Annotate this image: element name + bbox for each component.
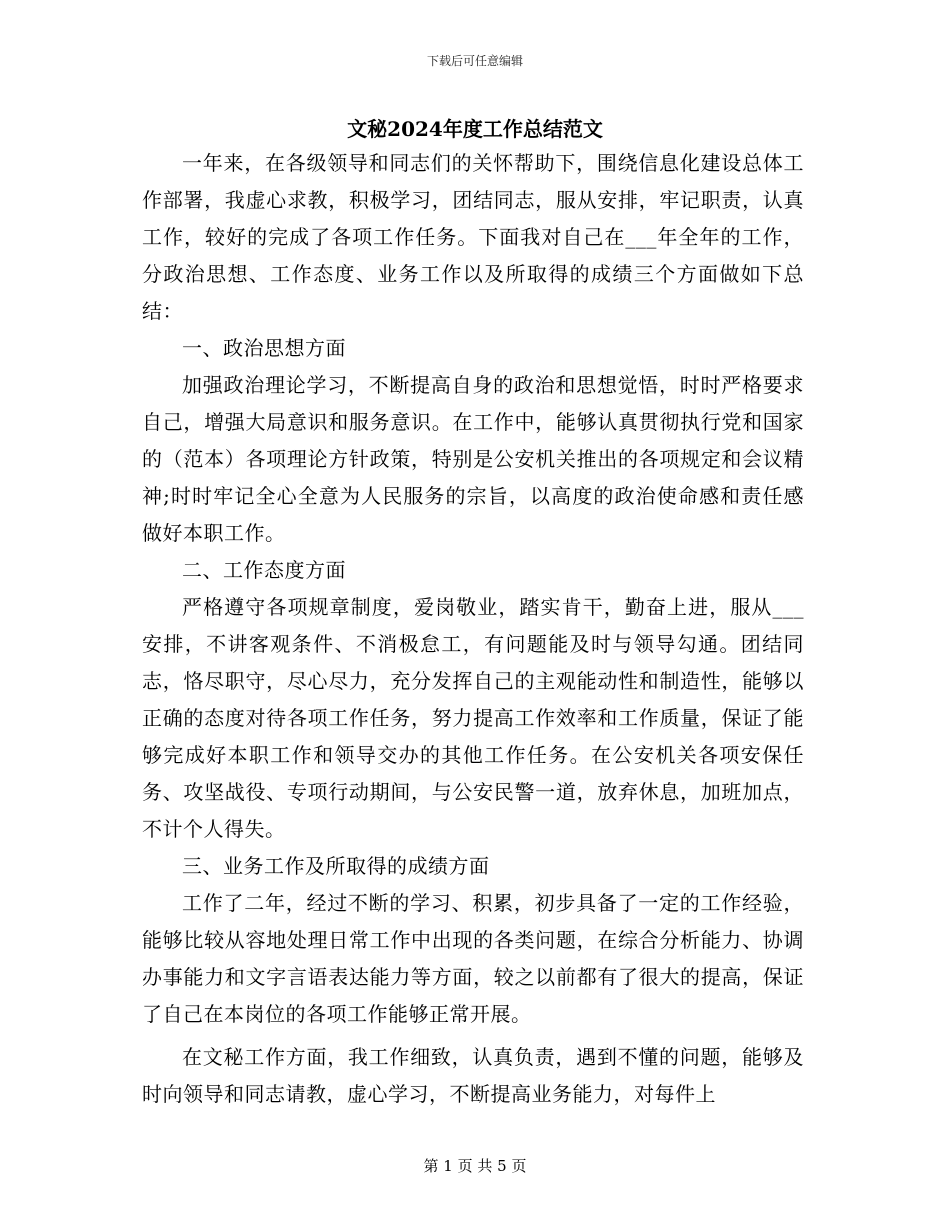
document-title: 文秘2024年度工作总结范文 [347,117,603,141]
section-heading-politics: 一、政治思想方面 [182,336,346,360]
document-body [142,145,804,1113]
paragraph-achievements: 工作了二年，经过不断的学习、积累，初步具备了一定的工作经验，能够比较从容地处理日常工作中出现的各类问题，在综合分析能力、协调办事能力和文字言语表达能力等方面，较之以前都有了很大的提高，保证了自己在本岗位的各项工作能够正常开展。 [142,891,804,1026]
paragraph-intro: 一年来，在各级领导和同志们的关怀帮助下，围绕信息化建设总体工作部署，我虚心求教，积极学习，团结同志，服从安排，牢记职责，认真工作，较好的完成了各项工作任务。下面我对自己在___年全年的工作，分政治思想、工作态度、业务工作以及所取得的成绩三个方面做如下总结： [142,151,804,323]
page-number: 第 1 页 共 5 页 [423,1157,527,1175]
paragraph-politics: 加强政治理论学习，不断提高自身的政治和思想觉悟，时时严格要求自己，增强大局意识和服务意识。在工作中，能够认真贯彻执行党和国家的（范本）各项理论方针政策，特别是公安机关推出的各项规定和会议精神;时时牢记全心全意为人民服务的宗旨，以高度的政治使命感和责任感做好本职工作。 [142,373,804,545]
paragraph-attitude: 严格遵守各项规章制度，爱岗敬业，踏实肯干，勤奋上进，服从___安排，不讲客观条件、不消极怠工，有问题能及时与领导勾通。团结同志，恪尽职守，尽心尽力，充分发挥自己的主观能动性和制造性，能够以正确的态度对待各项工作任务，努力提高工作效率和工作质量，保证了能够完成好本职工作和领导交办的其他工作任务。在公安机关各项安保任务、攻坚战役、专项行动期间，与公安民警一道，放弃休息，加班加点，不计个人得失。 [142,595,804,841]
section-heading-achievements: 三、业务工作及所取得的成绩方面 [182,854,490,878]
download-note: 下载后可任意编辑 [426,54,523,68]
section-heading-attitude: 二、工作态度方面 [182,558,346,582]
paragraph-secretarial-work: 在文秘工作方面，我工作细致，认真负责，遇到不懂的问题，能够及时向领导和同志请教，虚心学习，不断提高业务能力，对每件上 [142,1045,804,1106]
